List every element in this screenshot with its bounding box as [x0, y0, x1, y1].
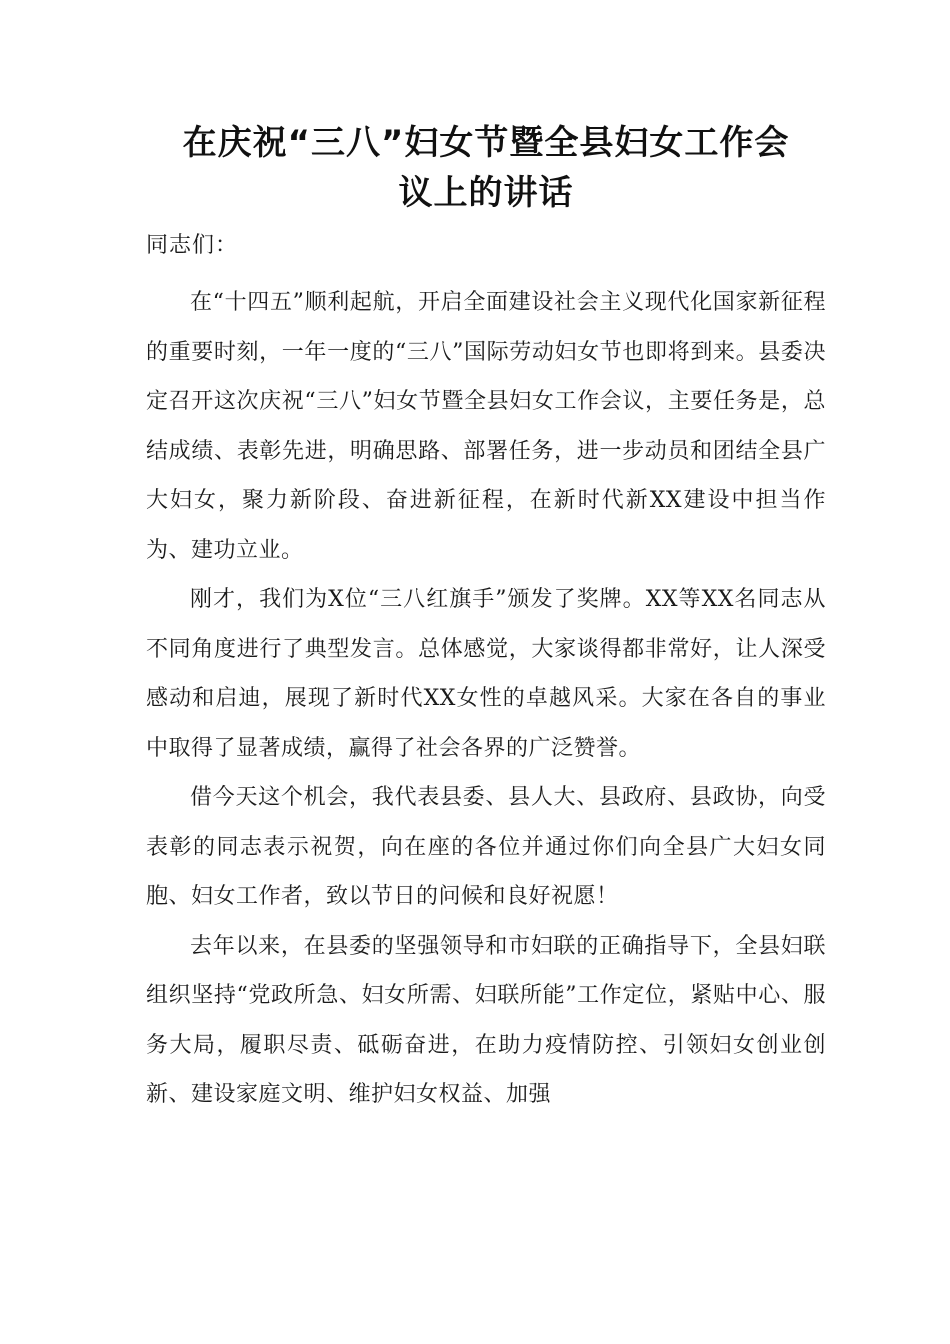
document-title — [146, 118, 826, 218]
paragraph-3: 借今天这个机会，我代表县委、县人大、县政府、县政协，向受表彰的同志表示祝贺，向在座的各位并通过你们向全县广大妇女同胞、妇女工作者，致以节日的问候和良好祝愿！ — [146, 785, 826, 909]
paragraph-1: 在“十四五”顺利起航，开启全面建设社会主义现代化国家新征程的重要时刻，一年一度的“三八”国际劳动妇女节也即将到来。县委决定召开这次庆祝“三八”妇女节暨全县妇女工作会议，主要任务是，总结成绩、表彰先进，明确思路、部署任务，进一步动员和团结全县广大妇女，聚力新阶段、奋进新征程，在新时代新XX建设中担当作为、建功立业。 — [146, 290, 826, 563]
title-line-2: 议上的讲话 — [398, 173, 574, 213]
salutation: 同志们： — [146, 233, 239, 258]
paragraph-2: 刚才，我们为X位“三八红旗手”颁发了奖牌。XX等XX名同志从不同角度进行了典型发言。总体感觉，大家谈得都非常好，让人深受感动和启迪，展现了新时代XX女性的卓越风采。大家在各自的事业中取得了显著成绩，赢得了社会各界的广泛赞誉。 — [146, 587, 826, 761]
paragraph-4: 去年以来，在县委的坚强领导和市妇联的正确指导下，全县妇联组织坚持“党政所急、妇女所需、妇联所能”工作定位，紧贴中心、服务大局，履职尽责、砥砺奋进，在助力疫情防控、引领妇女创业创新、建设家庭文明、维护妇女权益、加强 — [146, 933, 826, 1107]
document-page — [146, 118, 826, 1120]
title-line-1: 在庆祝“三八”妇女节暨全县妇女工作会 — [182, 123, 790, 163]
